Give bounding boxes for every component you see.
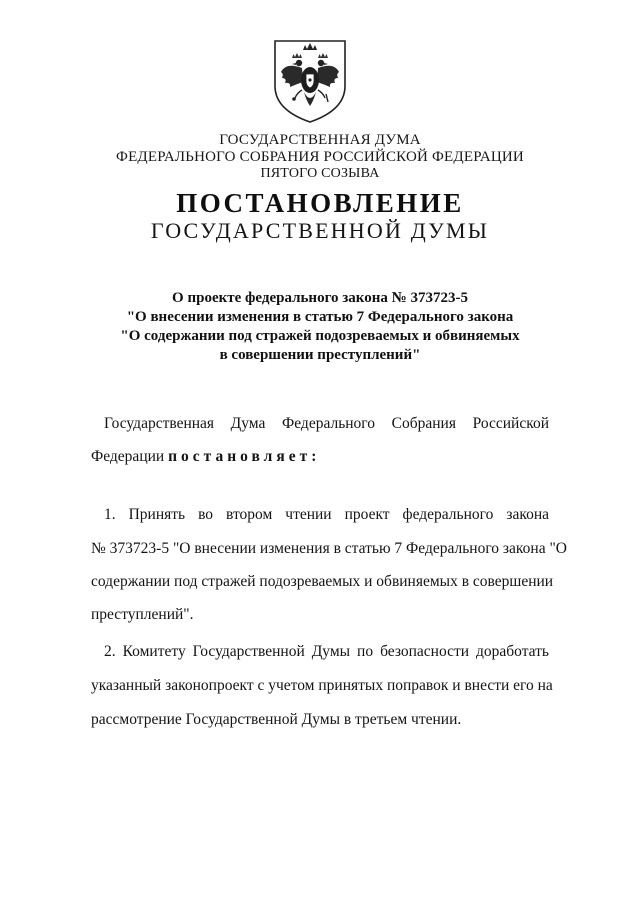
subject-line: "О содержании под стражей подозреваемых и обвиняемых: [120, 328, 520, 344]
document-issuer-title: ГОСУДАРСТВЕННОЙ ДУМЫ: [150, 218, 490, 243]
subject-line: в совершении преступлений": [219, 347, 421, 363]
intro-text-line: Государственная Дума Федерального Собрания Российской: [104, 415, 549, 432]
header-line-convocation: ПЯТОГО СОЗЫВА: [260, 166, 380, 181]
paragraph-2-line: 2. Комитету Государственной Думы по безопасности доработать: [104, 643, 549, 660]
subject-line: "О внесении изменения в статью 7 Федерального закона: [126, 309, 514, 325]
paragraph-1-line: № 373723-5 "О внесении изменения в статью 7 Федерального закона "О: [91, 540, 567, 557]
paragraph-1-line: 1. Принять во втором чтении проект федерального закона: [104, 506, 549, 523]
header-line-duma: ГОСУДАРСТВЕННАЯ ДУМА: [219, 132, 421, 148]
intro-prefix: Федерации: [91, 448, 169, 465]
header-line-federal-assembly: ФЕДЕРАЛЬНОГО СОБРАНИЯ РОССИЙСКОЙ ФЕДЕРАЦИИ: [116, 149, 524, 165]
resolves-keyword: постановляет:: [168, 448, 321, 465]
intro-text-line: [91, 447, 549, 467]
paragraph-2-line: рассмотрение Государственной Думы в третьем чтении.: [91, 711, 462, 728]
subject-line: О проекте федерального закона № 373723-5: [172, 290, 468, 306]
paragraph-1-line: содержании под стражей подозреваемых и обвиняемых в совершении: [91, 573, 554, 590]
paragraph-2-line: указанный законопроект с учетом принятых поправок и внести его на: [91, 677, 553, 694]
double-headed-eagle-emblem-icon: [272, 38, 348, 124]
document-type-title: ПОСТАНОВЛЕНИЕ: [176, 188, 464, 218]
paragraph-1-line: преступлений".: [91, 606, 194, 623]
